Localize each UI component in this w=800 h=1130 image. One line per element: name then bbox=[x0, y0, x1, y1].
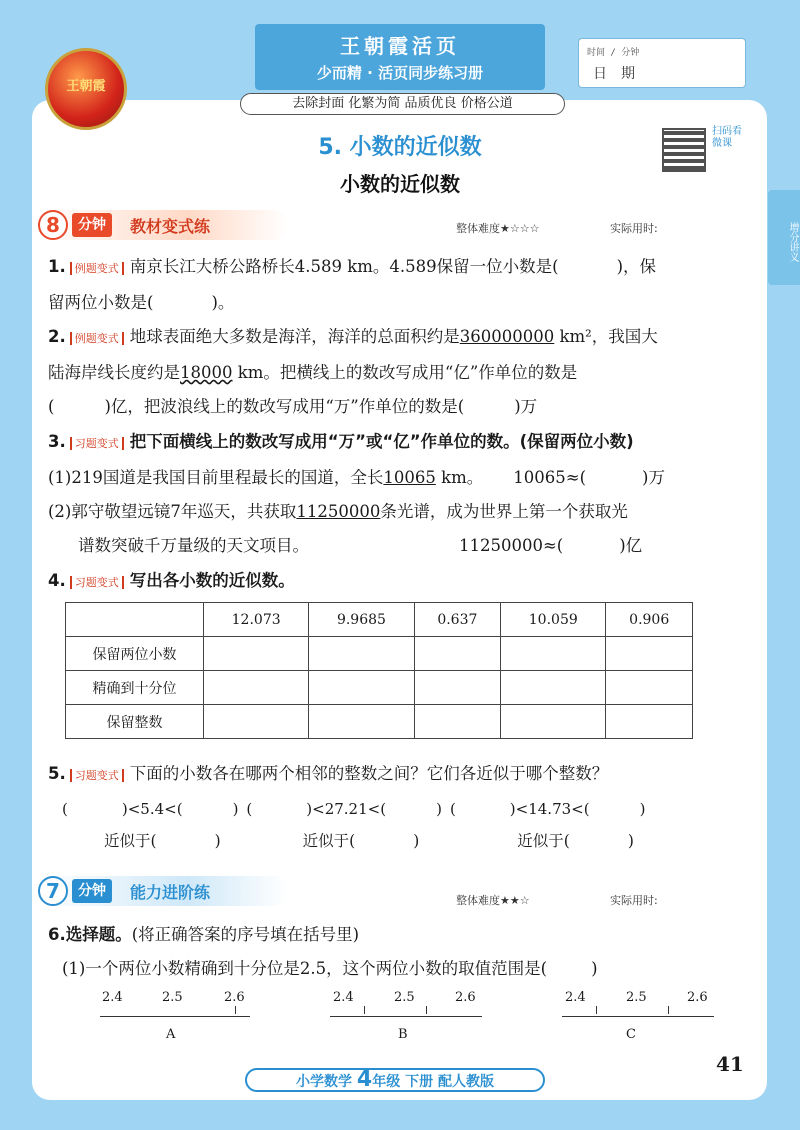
question-number: 6. bbox=[48, 925, 66, 944]
question-tag: 习题变式 bbox=[70, 576, 124, 589]
answer-cell[interactable] bbox=[414, 671, 501, 705]
axis-line bbox=[100, 1016, 250, 1017]
question-text: km。把横线上的数改写成用“亿”作单位的数是 bbox=[232, 363, 578, 382]
answer-cell[interactable] bbox=[606, 705, 693, 739]
tick-label: 2.5 bbox=[626, 990, 647, 1005]
question-5 bbox=[48, 757, 748, 793]
part-text: km。 bbox=[435, 468, 484, 487]
difficulty-rating: 整体难度★☆☆☆ bbox=[456, 222, 540, 235]
question-4 bbox=[48, 564, 748, 600]
approx-text: 近似于( bbox=[517, 832, 570, 850]
table-column-header: 12.073 bbox=[204, 603, 309, 637]
tick-label: 2.4 bbox=[565, 990, 586, 1005]
axis-line bbox=[330, 1016, 482, 1017]
question-number: 4. bbox=[48, 571, 66, 590]
question-number: 3. bbox=[48, 432, 66, 451]
table-header-row bbox=[66, 603, 693, 637]
answer-prefix: 11250000≈( bbox=[459, 536, 564, 555]
axis-line bbox=[562, 1016, 714, 1017]
question-text: )万 bbox=[514, 397, 538, 416]
range-bracket bbox=[426, 1006, 427, 1014]
bracket: ) bbox=[591, 959, 598, 978]
brand-logo bbox=[45, 48, 127, 130]
question-2 bbox=[48, 320, 748, 424]
lesson-title: 5. 小数的近似数 bbox=[318, 135, 482, 160]
answer-cell[interactable] bbox=[414, 705, 501, 739]
answer-cell[interactable] bbox=[414, 637, 501, 671]
question-number: 2. bbox=[48, 327, 66, 346]
section-title: 能力进阶练 bbox=[130, 883, 211, 902]
footer-volume: 下册 bbox=[405, 1074, 434, 1090]
tick-label: 2.4 bbox=[102, 990, 123, 1005]
bracket: ) bbox=[214, 832, 221, 850]
footer-subject: 小学数学 bbox=[296, 1074, 353, 1090]
lesson-subtitle: 小数的近似数 bbox=[340, 172, 460, 196]
approx-text: 近似于( bbox=[104, 832, 157, 850]
footer-badge bbox=[245, 1068, 545, 1092]
q5-range-row bbox=[62, 792, 762, 826]
underlined-number: 10065 bbox=[383, 468, 436, 487]
question-text: )，保 bbox=[616, 257, 656, 276]
part-text: 条光谱，成为世界上第一个获取光 bbox=[380, 502, 628, 521]
question-3 bbox=[48, 425, 748, 563]
approximation-table bbox=[65, 602, 693, 739]
question-tag: 例题变式 bbox=[70, 332, 124, 345]
bracket: ) bbox=[627, 832, 634, 850]
question-text: )亿，把波浪线上的数改写成用“万”作单位的数是( bbox=[104, 397, 465, 416]
section-minutes-label: 分钟 bbox=[72, 879, 112, 903]
answer-cell[interactable] bbox=[501, 637, 606, 671]
tick-label: 2.4 bbox=[333, 990, 354, 1005]
question-title: 选择题。 bbox=[65, 925, 132, 944]
bracket: ( bbox=[62, 800, 68, 818]
tick-label: 2.5 bbox=[162, 990, 183, 1005]
answer-unit: )亿 bbox=[619, 536, 643, 555]
section-title: 教材变式练 bbox=[130, 217, 211, 236]
approx-text: 近似于( bbox=[302, 832, 356, 850]
bracket: ( bbox=[449, 800, 456, 818]
range-bracket bbox=[364, 1006, 365, 1014]
answer-cell[interactable] bbox=[606, 671, 693, 705]
answer-cell[interactable] bbox=[309, 671, 414, 705]
section-banner-2 bbox=[38, 876, 288, 906]
table-row-header: 精确到十分位 bbox=[66, 671, 204, 705]
part-text: (2)郭守敬望远镜7年巡天，共获取 bbox=[48, 502, 297, 521]
answer-cell[interactable] bbox=[501, 671, 606, 705]
date-box bbox=[578, 38, 746, 88]
table-column-header: 9.9685 bbox=[309, 603, 414, 637]
option-label[interactable]: B bbox=[398, 1027, 408, 1042]
table-column-header: 0.906 bbox=[606, 603, 693, 637]
answer-prefix: 10065≈( bbox=[513, 468, 587, 487]
wavy-underlined-number: 18000 bbox=[180, 363, 233, 382]
table-column-header: 0.637 bbox=[414, 603, 501, 637]
question-tag: 例题变式 bbox=[70, 262, 124, 275]
answer-cell[interactable] bbox=[501, 705, 606, 739]
question-instruction: 写出各小数的近似数。 bbox=[129, 571, 295, 590]
table-row bbox=[66, 637, 693, 671]
tick-label: 2.6 bbox=[687, 990, 708, 1005]
tick-label: 2.6 bbox=[455, 990, 476, 1005]
question-1 bbox=[48, 250, 748, 320]
question-tag: 习题变式 bbox=[70, 769, 124, 782]
answer-unit: )万 bbox=[642, 468, 665, 487]
question-tag: 习题变式 bbox=[70, 437, 124, 450]
table-row-header: 保留整数 bbox=[66, 705, 204, 739]
answer-cell[interactable] bbox=[309, 637, 414, 671]
question-instruction: 把下面横线上的数改写成用“万”或“亿”作单位的数。(保留两位小数) bbox=[129, 432, 634, 451]
part-text: (1)219国道是我国目前里程最长的国道，全长 bbox=[48, 468, 384, 487]
bracket: ( bbox=[246, 800, 253, 818]
range-text: )<14.73<( bbox=[509, 800, 590, 818]
footer-grade-number: 4 bbox=[356, 1067, 373, 1092]
range-text: )<5.4<( bbox=[121, 800, 183, 818]
date-time: 时间 / 分钟 bbox=[587, 48, 640, 58]
table-corner bbox=[66, 603, 204, 637]
brand-title: 王朝霞活页 bbox=[340, 34, 460, 58]
question-text: 南京长江大桥公路桥长4.589 km。4.589保留一位小数是( bbox=[129, 257, 559, 276]
underlined-number: 360000000 bbox=[459, 327, 555, 346]
table-row-header: 保留两位小数 bbox=[66, 637, 204, 671]
section-banner-1 bbox=[38, 210, 288, 240]
question-number: 5. bbox=[48, 764, 66, 783]
table-row bbox=[66, 705, 693, 739]
footer-edition: 配人教版 bbox=[437, 1074, 494, 1090]
range-bracket bbox=[668, 1006, 669, 1014]
range-text: )<27.21<( bbox=[306, 800, 387, 818]
question-instruction: (将正确答案的序号填在括号里) bbox=[131, 925, 360, 944]
table-column-header: 10.059 bbox=[501, 603, 606, 637]
tick-label: 2.5 bbox=[394, 990, 415, 1005]
answer-cell[interactable] bbox=[204, 637, 309, 671]
question-6 bbox=[48, 918, 748, 986]
brand-subtitle: 少而精 · 活页同步练习册 bbox=[316, 64, 484, 82]
date-label: 日期 bbox=[593, 66, 649, 82]
time-used-label: 实际用时: bbox=[610, 222, 658, 235]
section-minutes-label: 分钟 bbox=[72, 213, 112, 237]
option-label[interactable]: A bbox=[166, 1027, 176, 1042]
question-instruction: 下面的小数各在哪两个相邻的整数之间？它们各近似于哪个整数？ bbox=[129, 764, 609, 783]
time-used-label: 实际用时: bbox=[610, 894, 658, 907]
footer-grade: 年级 bbox=[372, 1074, 401, 1090]
table-row bbox=[66, 671, 693, 705]
side-tab: 增分讲义 bbox=[768, 190, 800, 285]
question-text: 陆海岸线长度约是 bbox=[48, 363, 180, 382]
page-number: 41 bbox=[716, 1052, 744, 1076]
q5-approx-row bbox=[104, 824, 800, 858]
question-text: 地球表面绝大多数是海洋，海洋的总面积约是 bbox=[129, 327, 460, 346]
answer-cell[interactable] bbox=[204, 671, 309, 705]
slogan: 去除封面 化繁为简 品质优良 价格公道 bbox=[240, 93, 565, 115]
bracket: ) bbox=[436, 800, 442, 818]
answer-cell[interactable] bbox=[204, 705, 309, 739]
section-minutes-number: 7 bbox=[38, 876, 68, 906]
range-bracket bbox=[235, 1006, 236, 1014]
question-text: ，我国大 bbox=[591, 327, 658, 346]
range-bracket bbox=[596, 1006, 597, 1014]
option-label[interactable]: C bbox=[626, 1027, 636, 1042]
unit-text: km² bbox=[554, 327, 592, 346]
section-minutes-number: 8 bbox=[38, 210, 68, 240]
part-text: 谱数突破千万量级的天文项目。 bbox=[78, 536, 309, 555]
question-number: 1. bbox=[48, 257, 66, 276]
answer-cell[interactable] bbox=[606, 637, 693, 671]
answer-cell[interactable] bbox=[309, 705, 414, 739]
part-text: (1)一个两位小数精确到十分位是2.5，这个两位小数的取值范围是( bbox=[62, 959, 548, 978]
underlined-number: 11250000 bbox=[296, 502, 381, 521]
bracket: ) bbox=[413, 832, 420, 850]
question-text: )。 bbox=[211, 293, 235, 312]
tick-label: 2.6 bbox=[224, 990, 245, 1005]
bracket: ) bbox=[232, 800, 239, 818]
bracket: ) bbox=[639, 800, 646, 818]
qr-label: 扫码看微课 bbox=[712, 126, 742, 149]
logo-text: 王朝霞 bbox=[66, 79, 106, 94]
qr-code-icon[interactable] bbox=[662, 128, 706, 172]
question-text: ( bbox=[48, 397, 55, 416]
difficulty-rating: 整体难度★★☆ bbox=[456, 894, 530, 907]
header-band bbox=[255, 24, 545, 90]
question-text: 留两位小数是( bbox=[48, 293, 154, 312]
